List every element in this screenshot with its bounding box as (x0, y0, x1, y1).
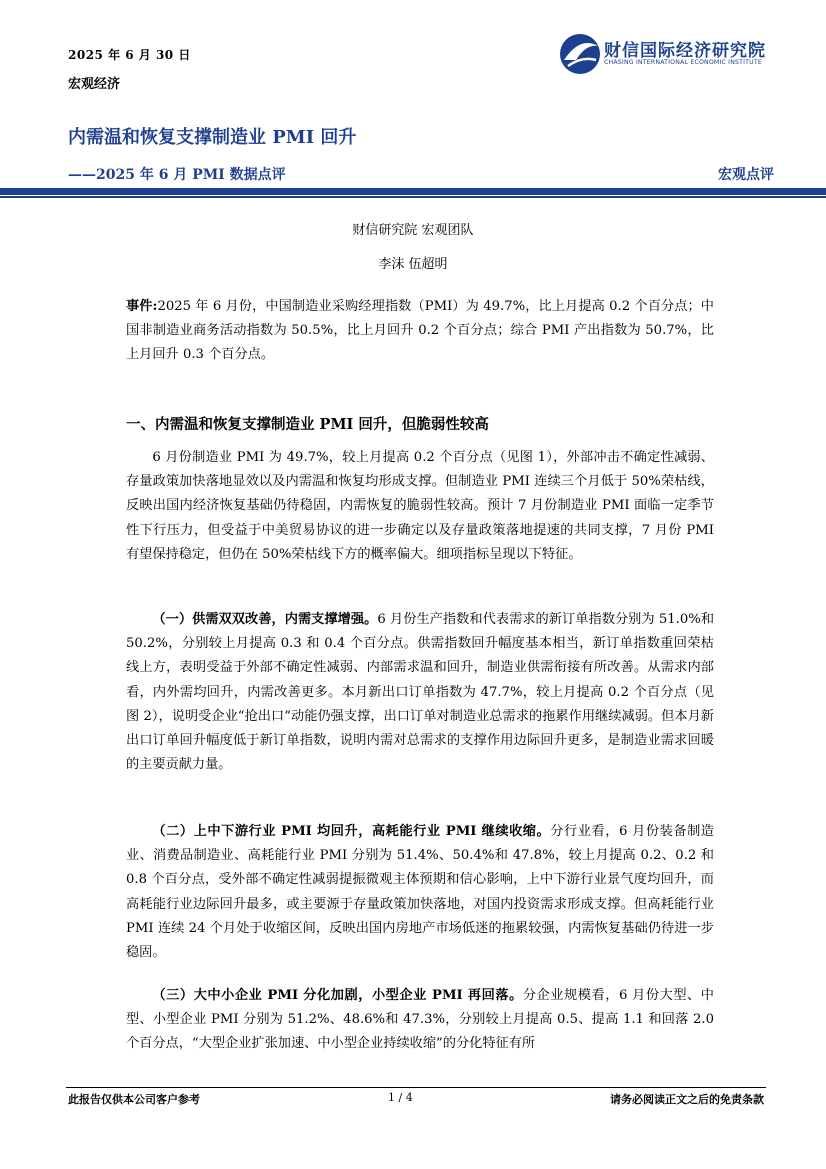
point-text-1: 6 月份生产指数和代表需求的新订单指数分别为 51.0%和 50.2%，分别较上月提高 0.3 和 0.4 个百分点。供需指数回升幅度基本相当，新订单指数重回荣枯线上方，表明受益于外部不确定性减弱、内部需求温和回升，制造业供需衔接有所改善。从需求内部看，内外需均回升，内需改善更多。本月新出口订单指数为 47.7%，较上月提高 0.2 个百分点（见图 2），说明受企业“抢出口”动能仍强支撑，出口订单对制造业总需求的拖累作用继续减弱。但本月新出口订单回升幅度低于新订单指数，说明内需对总需求的支撑作用边际回升更多，是制造业需求回暖的主要贡献力量。 (126, 612, 715, 773)
section-intro: 6 月份制造业 PMI 为 49.7%，较上月提高 0.2 个百分点（见图 1），外部冲击不确定性减弱、存量政策加快落地显效以及内需温和恢复均形成支撑。但制造业 PMI 连续三个月低于 50%荣枯线，反映出国内经济恢复基础仍待稳固，内需恢复的脆弱性较高。预计 7 月份制造业 PMI 面临一定季节性下行压力，但受益于中美贸易协议的进一步确定以及存量政策落地提速的共同支撑，7 月份 PMI 有望保持稳定，但仍在 50%荣枯线下方的概率偏大。细项指标呈现以下特征。 (126, 450, 714, 562)
logo-name: 财信国际经济研究院 (604, 41, 766, 61)
research-team: 财信研究院 宏观团队 (352, 223, 474, 238)
event-paragraph (126, 295, 714, 368)
report-subtitle: ——2025 年 6 月 PMI 数据点评 (68, 167, 286, 183)
report-date: 2025 年 6 月 30 日 (68, 48, 191, 62)
footer-divider (66, 1087, 766, 1088)
point-paragraph-1 (126, 608, 714, 777)
author-names: 李沫 伍超明 (378, 257, 448, 272)
logo-subtitle: CHASING INTERNATIONAL ECONOMIC INSTITUTE (604, 59, 762, 66)
section-heading: 一、内需温和恢复支撑制造业 PMI 回升，但脆弱性较高 (126, 416, 489, 433)
footer-notice: 此报告仅供本公司客户参考 (68, 1093, 200, 1106)
title-divider-thin (0, 196, 826, 198)
point-paragraph-2 (126, 820, 714, 965)
event-label: 事件: (126, 299, 158, 314)
report-type-tag: 宏观点评 (718, 167, 774, 183)
point-lead-2: （二）上中下游行业 PMI 均回升，高耗能行业 PMI 继续收缩。 (152, 824, 551, 839)
title-divider (0, 188, 826, 195)
event-text: 2025 年 6 月份，中国制造业采购经理指数（PMI）为 49.7%，比上月提高 0.2 个百分点；中国非制造业商务活动指数为 50.5%，比上月回升 0.2 个百分点；综合 PMI 产出指数为 50.7%，比上月回升 0.3 个百分点。 (126, 299, 714, 363)
point-text-2: 分行业看，6 月份装备制造业、消费品制造业、高耗能行业 PMI 分别为 51.4%、50.4%和 47.8%，较上月提高 0.2、0.2 和 0.8 个百分点，受外部不确定性减弱提振微观主体预期和信心影响，上中下游行业景气度均回升，而高耗能行业边际回升最多，或主要源于存量政策加快落地，对国内投资需求形成支撑。但高耗能行业 PMI 连续 24 个月处于收缩区间，反映出国内房地产市场低迷的拖累较强，内需恢复基础仍待进一步稳固。 (126, 824, 714, 961)
report-title: 内需温和恢复支撑制造业 PMI 回升 (68, 127, 357, 148)
page-number: 1 / 4 (388, 1091, 413, 1104)
point-text-3: 分企业规模看，6 月份大型、中型、小型企业 PMI 分别为 51.2%、48.6%和 47.3%，分别较上月提高 0.5、提高 1.1 和回落 2.0 个百分点，“大型企业扩张加速、中小型企业持续收缩”的分化特征有所 (126, 988, 714, 1052)
report-section: 宏观经济 (68, 77, 121, 92)
point-lead-3: （三）大中小企业 PMI 分化加剧，小型企业 PMI 再回落。 (152, 988, 523, 1003)
point-lead-1: （一）供需双双改善，内需支撑增强。 (152, 612, 378, 627)
footer-disclaimer: 请务必阅读正文之后的免责条款 (610, 1093, 764, 1106)
point-paragraph-3 (126, 984, 714, 1057)
